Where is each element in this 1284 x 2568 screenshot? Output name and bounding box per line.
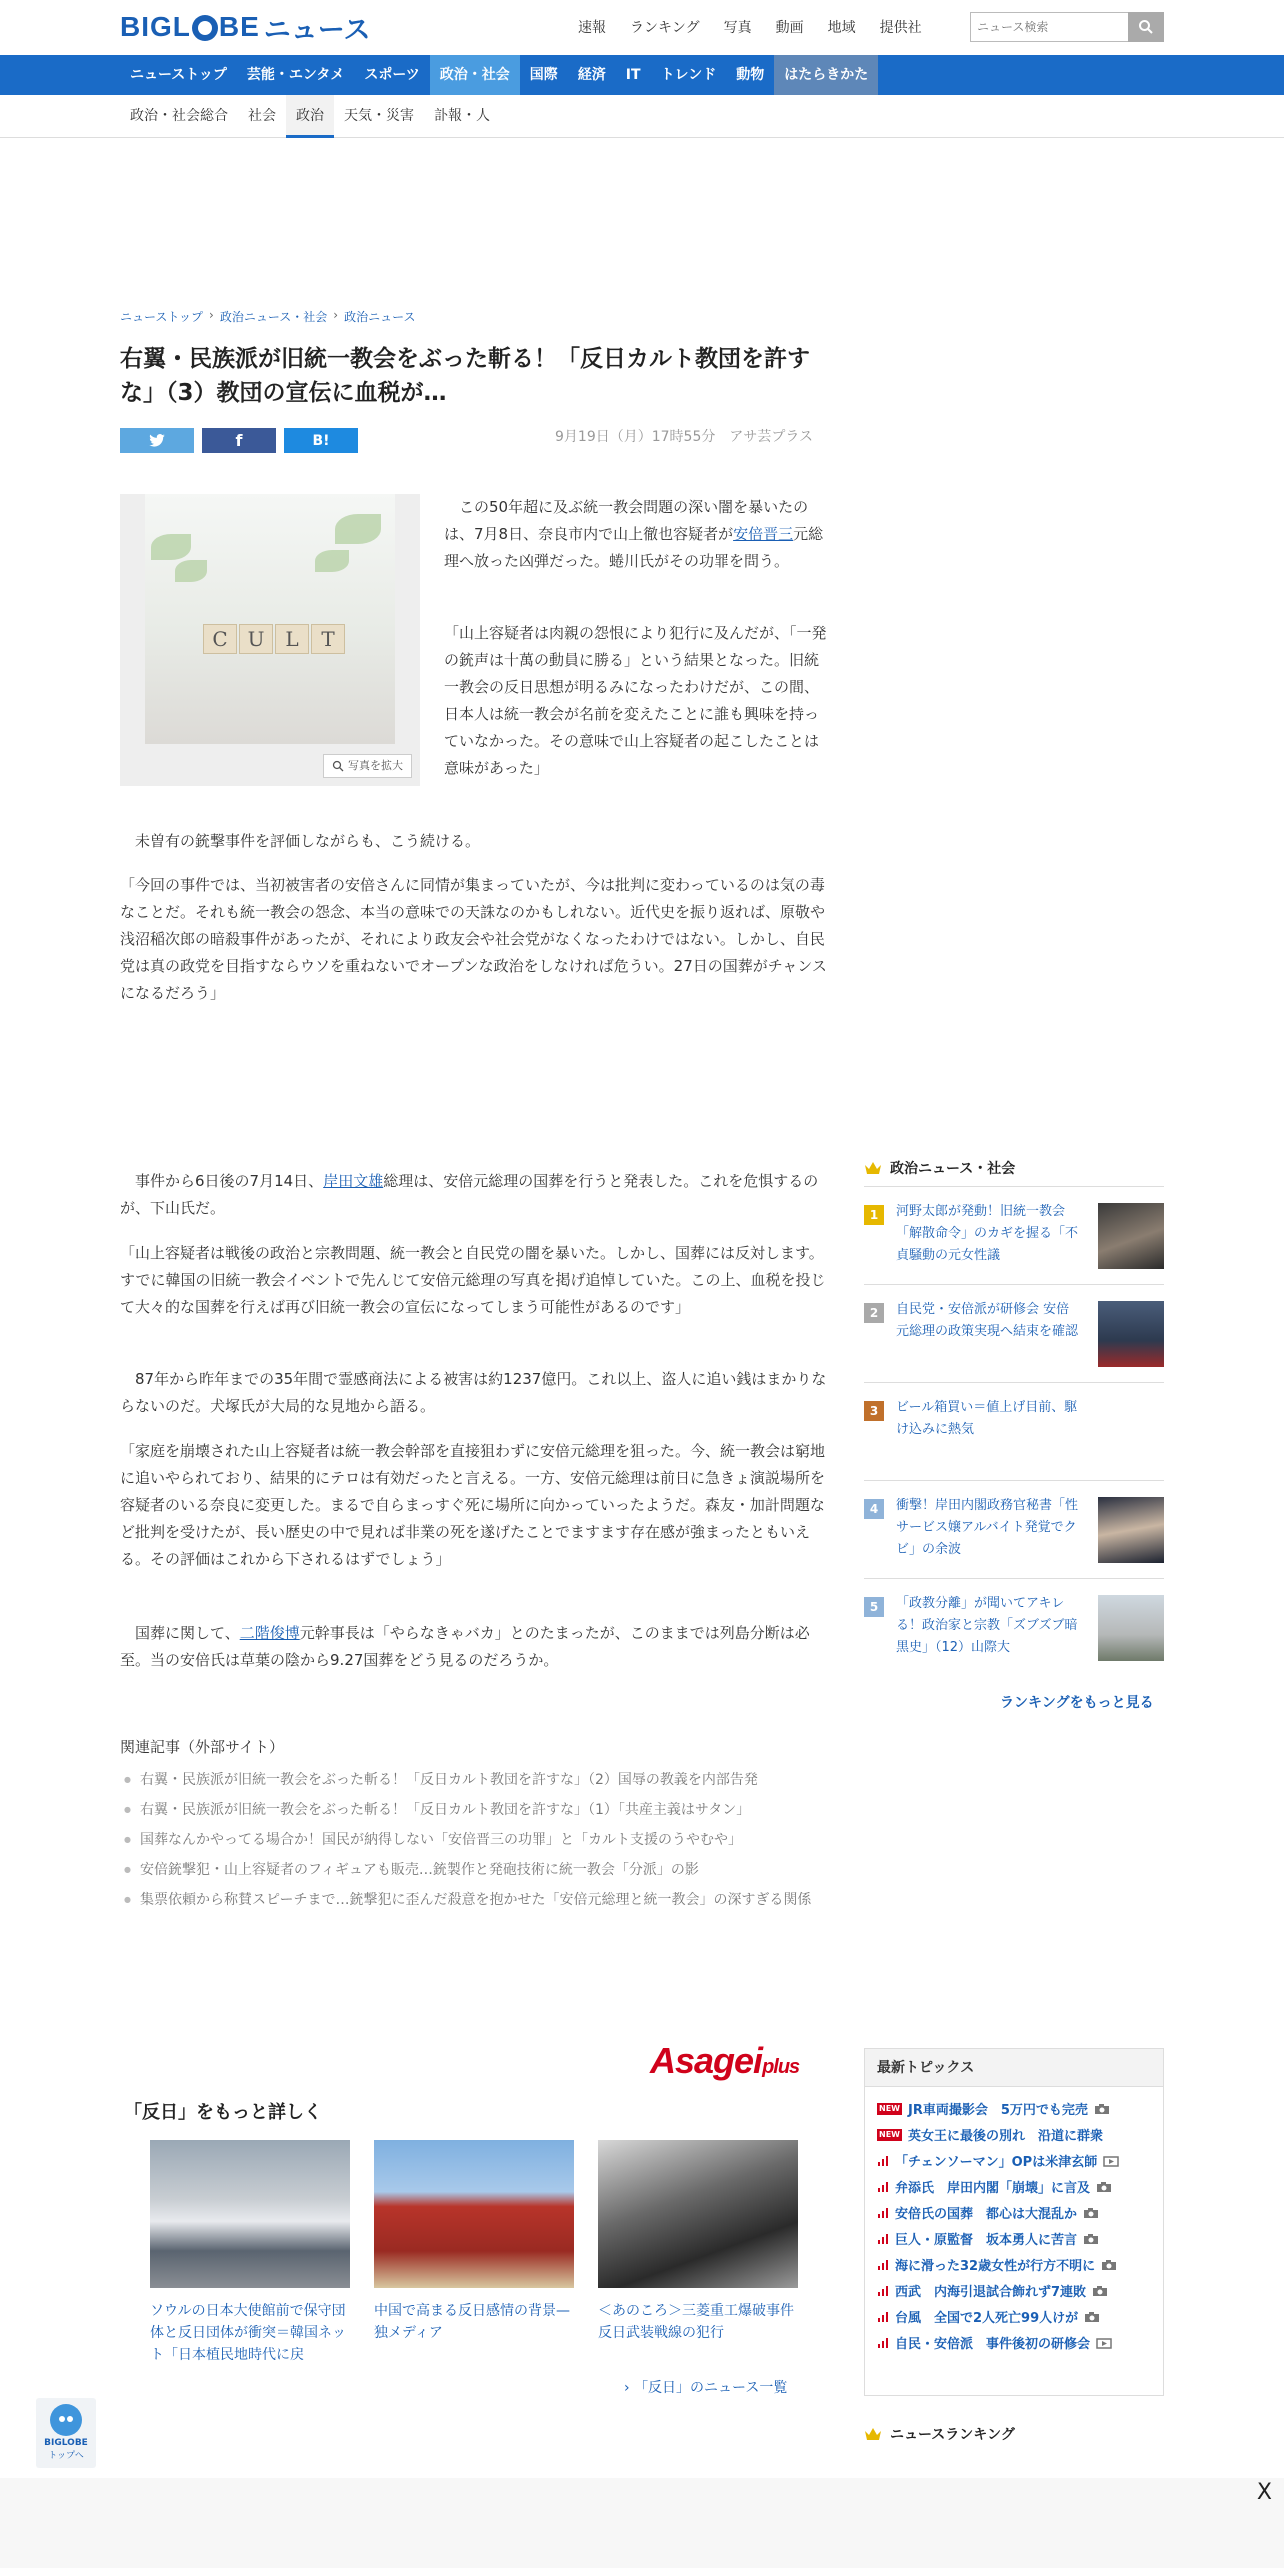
rank-headline[interactable]: 河野太郎が発動！旧統一教会「解散命令」のカギを握る「不貞騒動の元女性議 <box>896 1204 1079 1263</box>
news-ranking-title <box>864 2424 1015 2444</box>
biglobe-logo[interactable] <box>120 11 371 46</box>
topic-text: 弁添氏 岸田内閣「崩壊」に言及 <box>895 2181 1091 2196</box>
news-list-link[interactable] <box>624 2377 787 2397</box>
camera-icon <box>1094 2103 1110 2115</box>
popularity-bars-icon <box>877 2207 889 2219</box>
rank-headline[interactable]: 衝撃！岸田内閣政務官秘書「性サービス嬢アルバイト発覚でクビ」の余波 <box>896 1498 1079 1557</box>
new-badge: NEW <box>879 2103 900 2113</box>
article-quote: 「山上容疑者は肉親の怨恨により犯行に及んだが、「一発の銃声は十萬の動員に勝る」という結果となった。旧統一教会の反日思想が明るみになったわけだが、この間、日本人は統一教会が名前を変えたことに誰も興味を持っていなかった。その意味で山上容疑者の起こしたことは意味があった」 <box>444 624 827 777</box>
paragraph-text: 元幹事長は「やらなきゃバカ」とのたまったが、このままでは列島分断は必至。当の安倍氏は草葉の陰から9.27国葬をどう見るのだろうか。 <box>120 1624 810 1669</box>
related-card[interactable] <box>150 2140 350 2366</box>
leaf-decoration <box>335 514 381 544</box>
top-button-brand: BIGLOBE <box>44 2438 88 2448</box>
new-badge: NEW <box>879 2129 900 2139</box>
link-photo[interactable]: 写真 <box>723 20 752 36</box>
article-paragraph <box>444 494 832 575</box>
letter-cube: C <box>203 624 237 654</box>
related-item[interactable]: ● 安倍銃撃犯・山上容疑者のフィギュアも販売…銃製作と発砲技術に統一教会「分派」の影 <box>140 1858 832 1882</box>
paragraph-text: 国葬に関して、 <box>135 1624 240 1642</box>
ranking-item[interactable] <box>864 1186 1164 1284</box>
rank-thumbnail[interactable] <box>1098 1301 1164 1367</box>
camera-icon <box>1084 2311 1100 2323</box>
paragraph-text: この50年超に及ぶ統一教会問題の深い闇を暴いたのは、7月8日、奈良市内で山上徹也容疑者が <box>444 498 809 543</box>
nav-politics[interactable]: 政治・社会 <box>430 55 520 95</box>
latest-topics-box <box>864 2048 1164 2396</box>
bottom-ad-bar <box>0 2478 1284 2568</box>
article-photo-frame[interactable] <box>120 494 420 786</box>
more-section-title: 「反日」をもっと詳しく <box>124 2102 322 2123</box>
nav-trend[interactable]: トレンド <box>660 67 717 83</box>
breadcrumb-item[interactable]: 政治ニュース・社会 <box>219 310 328 324</box>
nav-animals[interactable]: 動物 <box>736 67 765 83</box>
topic-item[interactable] <box>877 2099 1161 2118</box>
card-caption[interactable]: ソウルの日本大使館前で保守団体と反日団体が衝突＝韓国ネット「日本植民地時代に戻 <box>150 2303 346 2363</box>
rank-thumbnail[interactable] <box>1098 1497 1164 1563</box>
subnav-weather[interactable]: 天気・災害 <box>344 108 414 124</box>
card-image[interactable] <box>374 2140 574 2288</box>
popularity-bars-icon <box>877 2311 889 2323</box>
ranking-item[interactable] <box>864 1480 1164 1578</box>
link-region[interactable]: 地域 <box>827 20 856 36</box>
globe-icon <box>192 15 218 41</box>
paragraph-text: 事件から6日後の7月14日、 <box>135 1172 324 1190</box>
breadcrumb-item[interactable]: ニューストップ <box>120 310 204 324</box>
facebook-icon: f <box>235 431 243 450</box>
photo-zoom-button[interactable] <box>323 754 412 778</box>
facebook-share-button[interactable] <box>202 428 276 453</box>
crown-icon <box>864 2427 882 2441</box>
search-icon <box>1138 19 1154 35</box>
person-link-kishida[interactable]: 岸田文雄 <box>323 1172 384 1190</box>
breadcrumb-item[interactable]: 政治ニュース <box>344 310 416 324</box>
logo-text-end: BE <box>218 11 260 42</box>
related-title: 関連記事（外部サイト） <box>120 1738 284 1756</box>
search-button[interactable] <box>1128 12 1164 42</box>
popularity-bars-icon <box>877 2285 889 2297</box>
nav-it[interactable]: IT <box>625 67 641 83</box>
breadcrumb <box>120 308 421 325</box>
latest-topics-title: 最新トピックス <box>865 2049 1163 2087</box>
rank-thumbnail[interactable] <box>1098 1203 1164 1269</box>
person-link-abe[interactable]: 安倍晋三 <box>733 525 794 543</box>
sidebar-ranking-title-text: 政治ニュース・社会 <box>890 1161 1016 1177</box>
hatena-bookmark-button[interactable] <box>284 428 358 453</box>
leaf-decoration <box>315 550 349 572</box>
nav-sports[interactable]: スポーツ <box>364 67 420 83</box>
top-button-label: トップへ <box>48 2451 84 2461</box>
topic-item[interactable] <box>877 2307 1161 2326</box>
subnav-obituary[interactable]: 訃報・人 <box>434 108 490 124</box>
twitter-icon <box>149 434 165 447</box>
related-list <box>140 1768 832 1918</box>
letter-cube: T <box>311 624 345 654</box>
letter-cube: U <box>239 624 273 654</box>
subnav-politics-general[interactable]: 政治・社会総合 <box>130 108 228 124</box>
ranking-item[interactable] <box>864 1284 1164 1382</box>
search-input[interactable] <box>970 12 1128 42</box>
popularity-bars-icon <box>877 2155 889 2167</box>
card-image[interactable] <box>598 2140 798 2288</box>
popularity-bars-icon <box>877 2259 889 2271</box>
rank-headline[interactable]: ビール箱買い＝値上げ目前、駆け込みに熱気 <box>896 1400 1078 1437</box>
camera-icon <box>1083 2233 1099 2245</box>
video-icon <box>1096 2337 1112 2349</box>
asagei-logo[interactable] <box>650 2040 799 2082</box>
ranking-item[interactable] <box>864 1578 1164 1676</box>
topic-text: 「チェンソーマン」OPは米津玄師 <box>895 2155 1098 2170</box>
ranking-more-link[interactable]: ランキングをもっと見る <box>1000 1695 1154 1711</box>
link-video[interactable]: 動画 <box>775 20 804 36</box>
related-item[interactable]: ● 集票依頼から称賛スピーチまで…銃撃犯に歪んだ殺意を抱かせた「安倍元総理と統一教会」の深すぎる関係 <box>140 1888 832 1912</box>
topic-text: 自民・安倍派 事件後初の研修会 <box>895 2337 1091 2352</box>
card-caption[interactable]: 中国で高まる反日感情の背景—独メディア <box>374 2303 570 2341</box>
topic-text: 英女王に最後の別れ 沿道に群衆 <box>907 2129 1103 2144</box>
nav-international[interactable]: 国際 <box>529 67 558 83</box>
subnav-politics[interactable]: 政治 <box>286 95 334 138</box>
article-title: 右翼・民族派が旧統一教会をぶった斬る！「反日カルト教団を許すな」（3）教団の宣伝に血税が… <box>120 346 810 406</box>
biglobe-mascot-icon <box>50 2404 82 2436</box>
hatena-icon: B! <box>312 432 330 449</box>
article-paragraph: 未曽有の銃撃事件を評価しながらも、こう続ける。 <box>135 832 481 850</box>
topic-text: 台風 全国で2人死亡99人けが <box>895 2311 1079 2326</box>
chevron-right-icon: › <box>624 2380 630 2396</box>
photo-zoom-label: 写真を拡大 <box>348 759 403 772</box>
topic-item[interactable] <box>877 2151 1161 2170</box>
letter-cube: L <box>275 624 309 654</box>
brand-suffix: plus <box>762 2056 800 2078</box>
logo-suffix: ニュース <box>263 14 371 46</box>
related-item[interactable]: ● 右翼・民族派が旧統一教会をぶった斬る！「反日カルト教団を許すな」（2）国辱の教義を内部告発 <box>140 1768 832 1792</box>
topic-item[interactable] <box>877 2333 1161 2352</box>
zoom-icon <box>332 760 344 772</box>
article-paragraph <box>120 1168 832 1222</box>
popularity-bars-icon <box>877 2337 889 2349</box>
card-caption[interactable]: ＜あのころ＞三菱重工爆破事件 反日武装戦線の犯行 <box>598 2303 794 2341</box>
topic-item[interactable] <box>877 2125 1161 2144</box>
article-meta <box>555 426 813 446</box>
article-paragraph <box>120 1620 832 1674</box>
paragraph-text: 元総理へ放った凶弾だった。蜷川氏がその功罪を問う。 <box>444 525 824 570</box>
crown-icon <box>864 1161 882 1175</box>
rank-number: 2 <box>864 1303 884 1323</box>
person-link-nikai[interactable]: 二階俊博 <box>239 1624 300 1642</box>
chevron-right-icon: › <box>333 308 339 322</box>
topic-item[interactable] <box>877 2177 1161 2196</box>
nav-news-top[interactable]: ニューストップ <box>130 67 227 83</box>
paragraph-text: 総理は、安倍元総理の国葬を行うと発表した。これを危惧するのが、下山氏だ。 <box>120 1172 819 1217</box>
rank-headline[interactable]: 自民党・安倍派が研修会 安倍元総理の政策実現へ結束を確認 <box>896 1302 1079 1339</box>
related-card[interactable] <box>374 2140 574 2344</box>
topic-text: JR車両撮影会 5万円でも完売 <box>907 2103 1088 2118</box>
related-item[interactable]: ● 右翼・民族派が旧統一教会をぶった斬る！「反日カルト教団を許すな」（1）「共産主義はサタン」 <box>140 1798 832 1822</box>
topic-item[interactable] <box>877 2203 1161 2222</box>
camera-icon <box>1101 2259 1117 2271</box>
popularity-bars-icon <box>877 2233 889 2245</box>
article-quote: 「今回の事件では、当初被害者の安倍さんに同情が集まっていたが、今は批判に変わっているのは気の毒なことだ。それも統一教会の怨念、本当の意味での天誅なのかもしれない。近代史を振り返れば、原敬や浅沼稲次郎の暗殺事件があったが、それにより政友会や社会党がなくなったわけではない。しかし、自民党は真の政党を目指すならウソを重ねないでオープンな政治をしなければ危うい。27日の国葬がチャンスになるだろう」 <box>120 876 827 1002</box>
leaf-decoration <box>175 560 207 582</box>
rank-number: 1 <box>864 1205 884 1225</box>
card-image[interactable] <box>150 2140 350 2288</box>
brand-name: Asagei <box>650 2040 763 2081</box>
link-providers[interactable]: 提供社 <box>879 20 922 36</box>
article-quote: 「家庭を崩壊された山上容疑者は統一教会幹部を直接狙わずに安倍元総理を狙った。今、統一教会は窮地に追いやられており、結果的にテロは有効だったと言える。一方、安倍元総理は前日に急きょ演説場所を容疑者のいる奈良に変更した。まるで自らまっすぐ死に場所に向かっていったようだ。森友・加計問題など批判を受けたが、長い歴史の中で見れば非業の死を遂げたことでますます存在感が強まったともいえる。その評価はこれから下されるはずでしょう」 <box>120 1442 826 1568</box>
sidebar-ranking-title <box>864 1158 1015 1178</box>
rank-headline[interactable]: 「政教分離」が聞いてアキレる！政治家と宗教「ズブズブ暗黒史」（12）山際大 <box>896 1596 1078 1655</box>
article-photo[interactable] <box>145 494 395 744</box>
rank-number: 5 <box>864 1597 884 1617</box>
nav-economy[interactable]: 経済 <box>577 67 606 83</box>
popularity-bars-icon <box>877 2181 889 2193</box>
link-sokuho[interactable]: 速報 <box>578 20 606 36</box>
logo-text: BIGL <box>120 11 191 42</box>
close-ad-button[interactable]: X <box>1256 2480 1272 2505</box>
topic-text: 安倍氏の国葬 都心は大混乱か <box>895 2207 1078 2222</box>
topic-text: 巨人・原監督 坂本勇人に苦言 <box>895 2233 1078 2248</box>
camera-icon <box>1096 2181 1112 2193</box>
camera-icon <box>1092 2285 1108 2297</box>
nav-work[interactable]: はたらきかた <box>774 55 878 95</box>
article-source[interactable]: アサ芸プラス <box>729 429 813 445</box>
sub-nav <box>0 95 1284 138</box>
news-list-link-text: 「反日」のニュース一覧 <box>634 2380 788 2396</box>
rank-number: 4 <box>864 1499 884 1519</box>
rank-number: 3 <box>864 1401 884 1421</box>
link-ranking[interactable]: ランキング <box>630 20 700 36</box>
chevron-right-icon: › <box>209 308 214 322</box>
topic-item[interactable] <box>877 2255 1161 2274</box>
subnav-society[interactable]: 社会 <box>248 108 276 124</box>
topic-item[interactable] <box>877 2229 1161 2248</box>
news-ranking-title-text: ニュースランキング <box>890 2427 1015 2443</box>
related-item[interactable]: ● 国葬なんかやってる場合か！国民が納得しない「安倍晋三の功罪」と「カルト支援のうやむや」 <box>140 1828 832 1852</box>
article-quote: 「山上容疑者は戦後の政治と宗教問題、統一教会と自民党の闇を暴いた。しかし、国葬には反対します。すでに韓国の旧統一教会イベントで先んじて安倍元総理の写真を掲げ追悼していた。この上、血税を投じて大々的な国葬を行えば再び旧統一教会の宣伝になってしまう可能性があるのです」 <box>120 1244 826 1316</box>
search-box <box>970 12 1164 42</box>
main-nav <box>0 55 1284 95</box>
article-paragraph: 87年から昨年までの35年間で霊感商法による被害は約1237億円。これ以上、盗人に追い銭はまかりならないのだ。犬塚氏が大局的な見地から語る。 <box>120 1370 827 1415</box>
topic-text: 西武 内海引退試合飾れず7連敗 <box>895 2285 1087 2300</box>
related-card[interactable] <box>598 2140 798 2344</box>
topic-text: 海に滑った32歳女性が行方不明に <box>895 2259 1096 2274</box>
top-links <box>578 17 946 37</box>
nav-entertainment[interactable]: 芸能・エンタメ <box>246 67 345 83</box>
back-to-top-button[interactable] <box>36 2398 96 2468</box>
topic-item[interactable] <box>877 2281 1161 2300</box>
twitter-share-button[interactable] <box>120 428 194 453</box>
video-icon <box>1103 2155 1119 2167</box>
leaf-decoration <box>151 534 191 560</box>
rank-thumbnail[interactable] <box>1098 1595 1164 1661</box>
article-date: 9月19日（月）17時55分 <box>555 429 716 445</box>
ranking-item[interactable] <box>864 1382 1164 1480</box>
camera-icon <box>1083 2207 1099 2219</box>
site-header <box>0 0 1284 55</box>
